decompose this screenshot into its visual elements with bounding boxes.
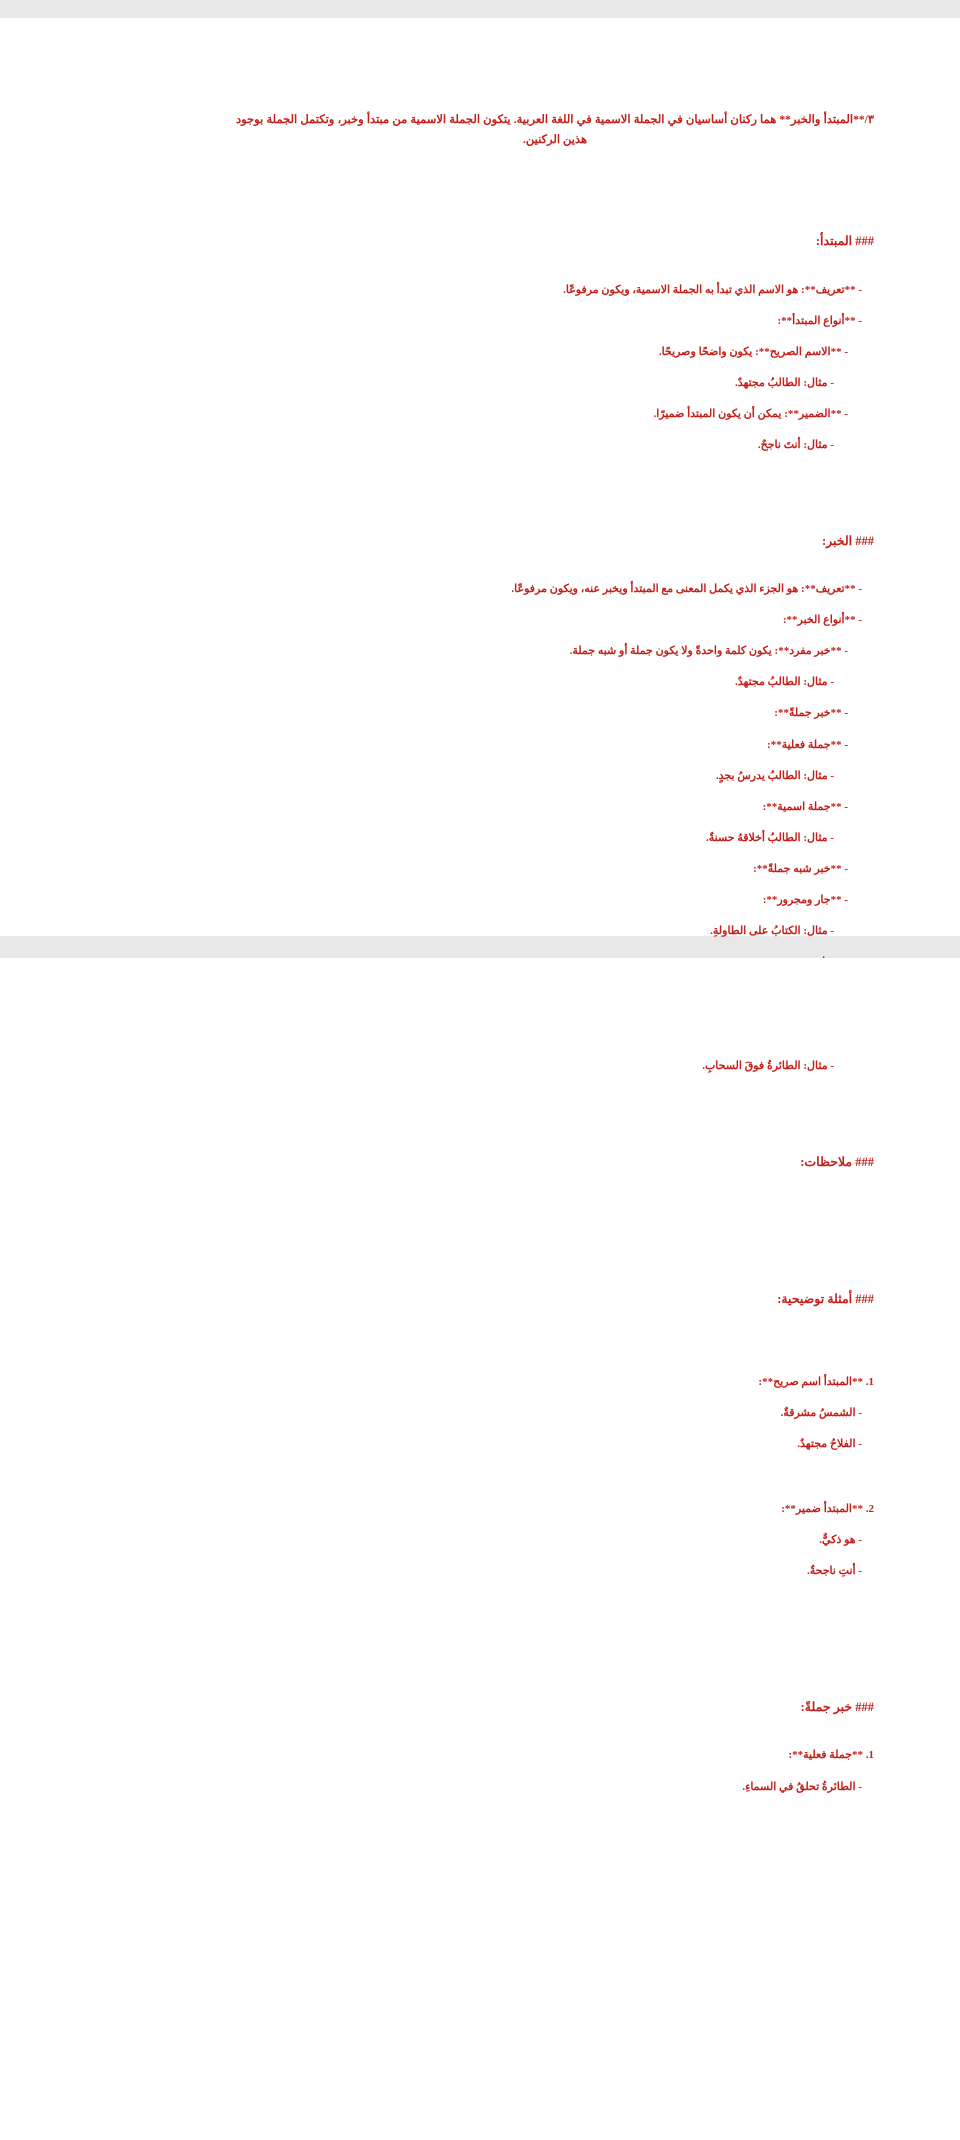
list-item: - الطائرةُ تحلقُ في السماءِ. [742,1780,862,1793]
list-item: - أنتِ ناجحةٌ. [806,1565,862,1578]
list-item: - مثال: الطالبُ يدرسُ بجدٍ. [715,769,834,782]
list-item: - **أنواع الخبر**: [782,614,862,627]
list-item: - **جملة اسمية**: [762,800,848,813]
document-page-1 [0,18,960,936]
list-item: - **الاسم الصريح**: يكون واضحًا وصريحًا. [658,345,848,358]
list-item: - **الضمير**: يمكن أن يكون المبتدأ ضميرًا. [653,407,848,420]
spacer [236,1467,874,1501]
list-item: - مثال: الطالبُ مجتهدٌ. [735,676,834,689]
list-item: - **تعريف**: هو الاسم الذي تبدأ به الجملة الاسمية، ويكون مرفوعًا. [563,283,862,296]
heading-khabar: ### الخبر: [821,533,874,548]
viewport-top-gap [0,0,960,18]
spacer [236,168,874,202]
spacer [236,468,874,502]
list-item: - **خبر شبه جملةً**: [753,862,848,875]
heading-notes: ### ملاحظات: [800,1155,874,1170]
list-item: - مثال: الطالبُ أخلاقهُ حسنةٌ. [706,831,834,844]
heading-mubtada: ### المبتدأ: [815,234,874,249]
list-item: - مثال: الطائرةُ فوقَ السحابِ. [702,1060,834,1072]
example-group-2-title: 2. **المبتدأ ضمير**: [781,1502,874,1515]
page-1-content [0,18,960,971]
list-item: - **خبر جملةً**: [774,707,848,720]
spacer [236,1340,874,1374]
spacer [236,1594,874,1668]
list-item: - الفلاحُ مجتهدٌ. [797,1437,862,1450]
list-item: - **أنواع المبتدأ**: [777,314,862,327]
spacer [236,1202,874,1260]
spacer [236,1089,874,1123]
list-item: - هو ذكيٌّ. [819,1533,862,1546]
list-item: - **جار ومجرور**: [762,893,848,906]
list-item: - مثال: الطالبُ مجتهدٌ. [735,376,834,389]
list-item: - **خبر مفرد**: يكون كلمة واحدةً ولا يكون جملة أو شبه جملة. [569,645,848,658]
list-item: - **تعريف**: هو الجزء الذي يكمل المعنى مع المبتدأ ويخبر عنه، ويكون مرفوعًا. [511,583,862,596]
example-group-3-title: 1. **جملة فعلية**: [788,1749,874,1762]
list-item: - الشمسُ مشرقةٌ. [780,1406,862,1419]
list-item: - مثال: الكتابُ على الطاولةِ. [710,924,834,937]
list-item: - مثال: أنتَ ناجحٌ. [757,438,834,451]
heading-illustrative-examples: ### أمثلة توضيحية: [777,1292,874,1307]
intro-paragraph: ٣/**المبتدأ والخبر** هما ركنان أساسيان في الجملة الاسمية في اللغة العربية. يتكون الجملة الاسمية من مبتدأ وخبر، وتكتمل الجملة بوجود هذين الركنين. [236,114,874,147]
example-group-1-title: 1. **المبتدأ اسم صريح**: [758,1375,874,1388]
page-2-content [0,958,960,1796]
document-page-2 [0,958,960,2140]
heading-khabar-jumla: ### خبر جملةً: [800,1700,874,1715]
list-item: - **جملة فعلية**: [767,738,848,751]
